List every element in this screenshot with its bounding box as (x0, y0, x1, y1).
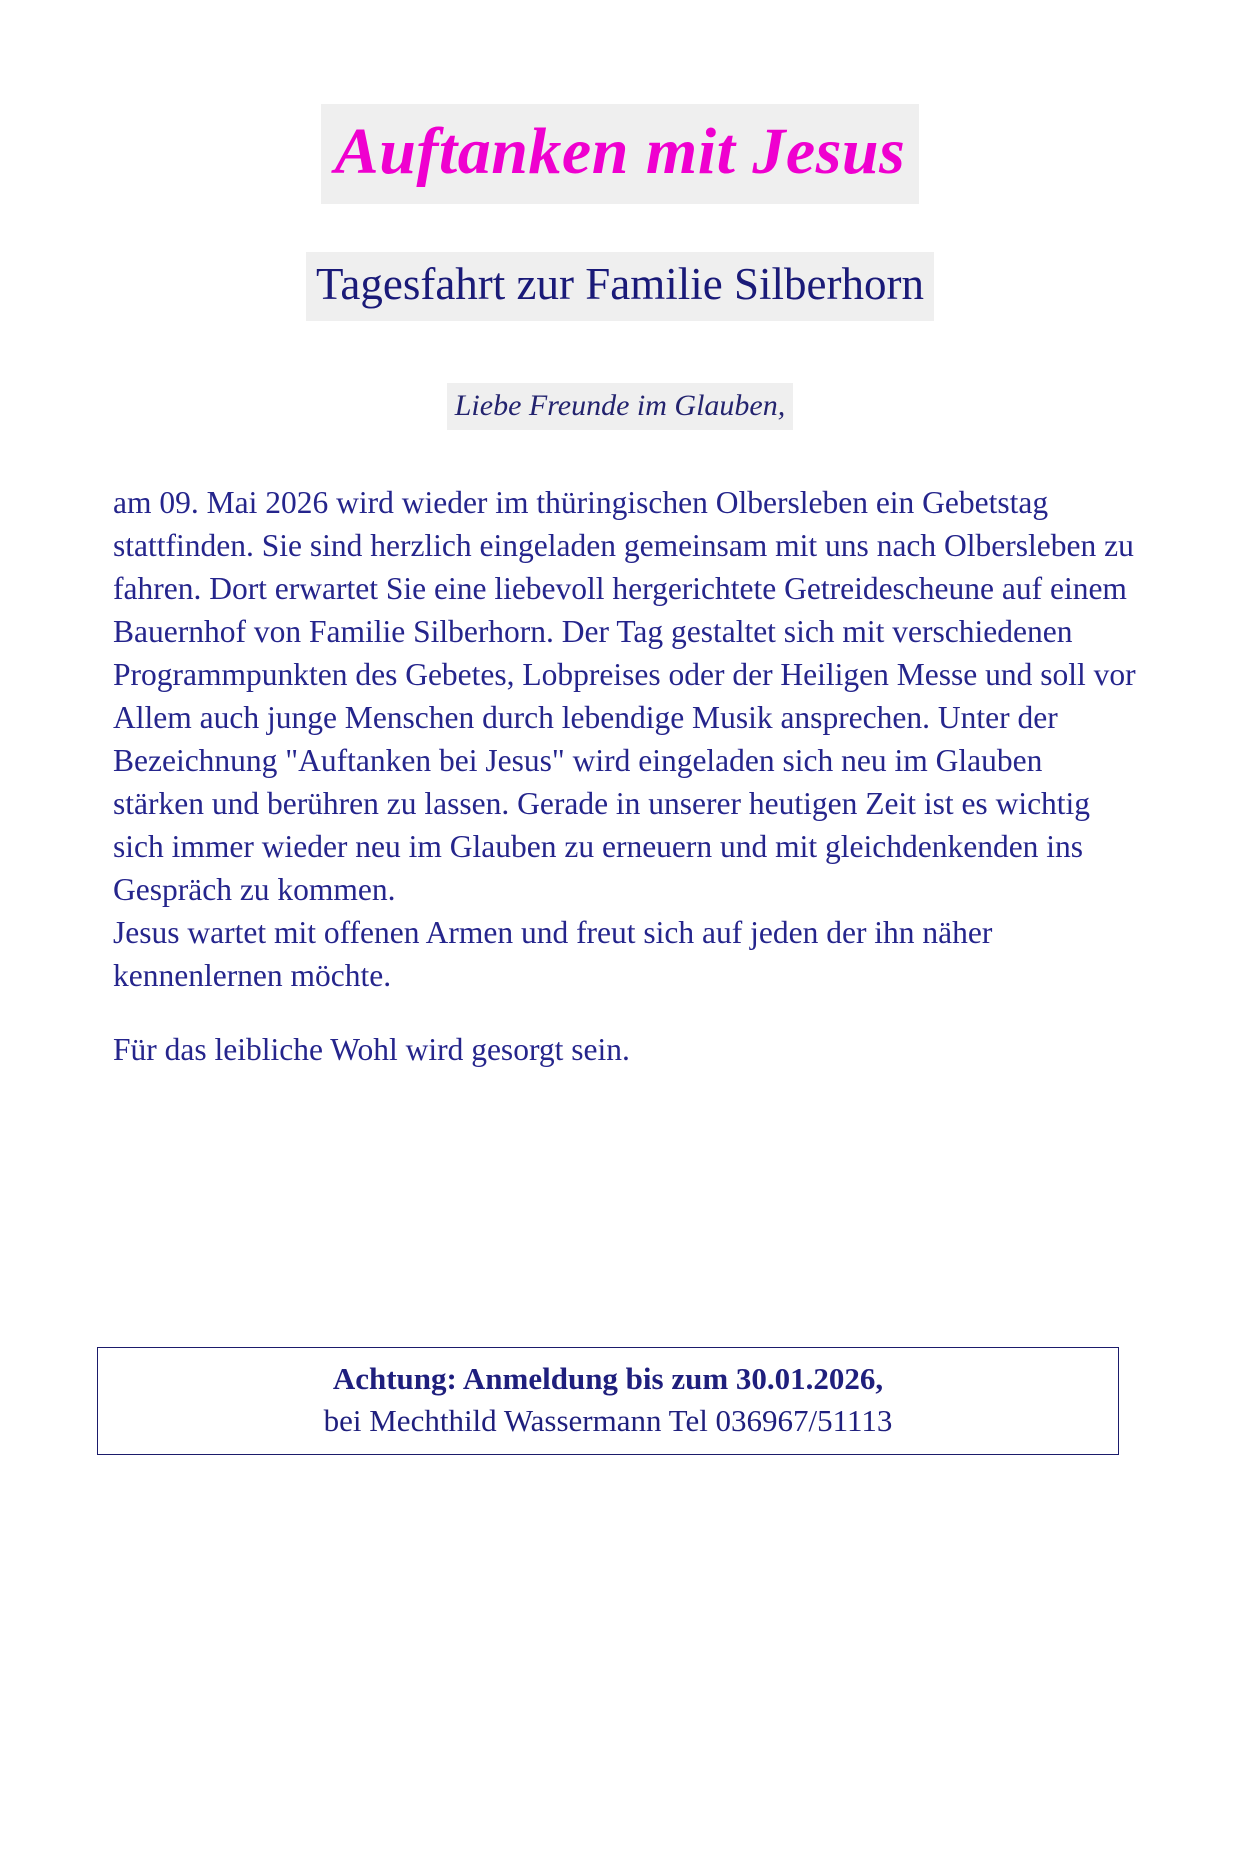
salutation-container (0, 383, 1240, 430)
notice-deadline-text: Achtung: Anmeldung bis zum 30.01.2026, (332, 1361, 884, 1396)
document-subtitle: Tagesfahrt zur Familie Silberhorn (306, 252, 934, 320)
document-title: Auftanken mit Jesus (321, 104, 920, 204)
title-container (0, 104, 1240, 204)
document-page (0, 104, 1240, 1858)
registration-notice-box (97, 1347, 1119, 1455)
paragraph-3: Für das leibliche Wohl wird gesorgt sein. (113, 1031, 630, 1067)
paragraph-1: am 09. Mai 2026 wird wieder im thüringischen Olbersleben ein Gebetstag stattfinden. Sie sind herzlich eingeladen gemeinsam mit uns nach Olbersleben zu fahren. Dort erwartet Sie eine liebevoll hergerichtete Getreidescheune auf einem Bauernhof von Familie Silberhorn. Der Tag gestaltet sich mit verschiedenen Programmpunkten des Gebetes, Lobpreises oder der Heiligen Messe und soll vor Allem auch junge Menschen durch lebendige Musik ansprechen. Unter der Bezeichnung "Auftanken bei Jesus" wird eingeladen sich neu im Glauben stärken und berühren zu lassen. Gerade in unserer heutigen Zeit ist es wichtig sich immer wieder neu im Glauben zu erneuern und mit gleichdenkenden ins Gespräch zu kommen. (113, 484, 1136, 907)
body-text (113, 482, 1136, 1072)
salutation-text: Liebe Freunde im Glauben, (447, 383, 793, 430)
notice-contact-text: bei Mechthild Wassermann Tel 036967/51113 (323, 1402, 893, 1438)
subtitle-container (0, 252, 1240, 320)
paragraph-2: Jesus wartet mit offenen Armen und freut sich auf jeden der ihn näher kennenlernen möchte. (113, 914, 993, 993)
